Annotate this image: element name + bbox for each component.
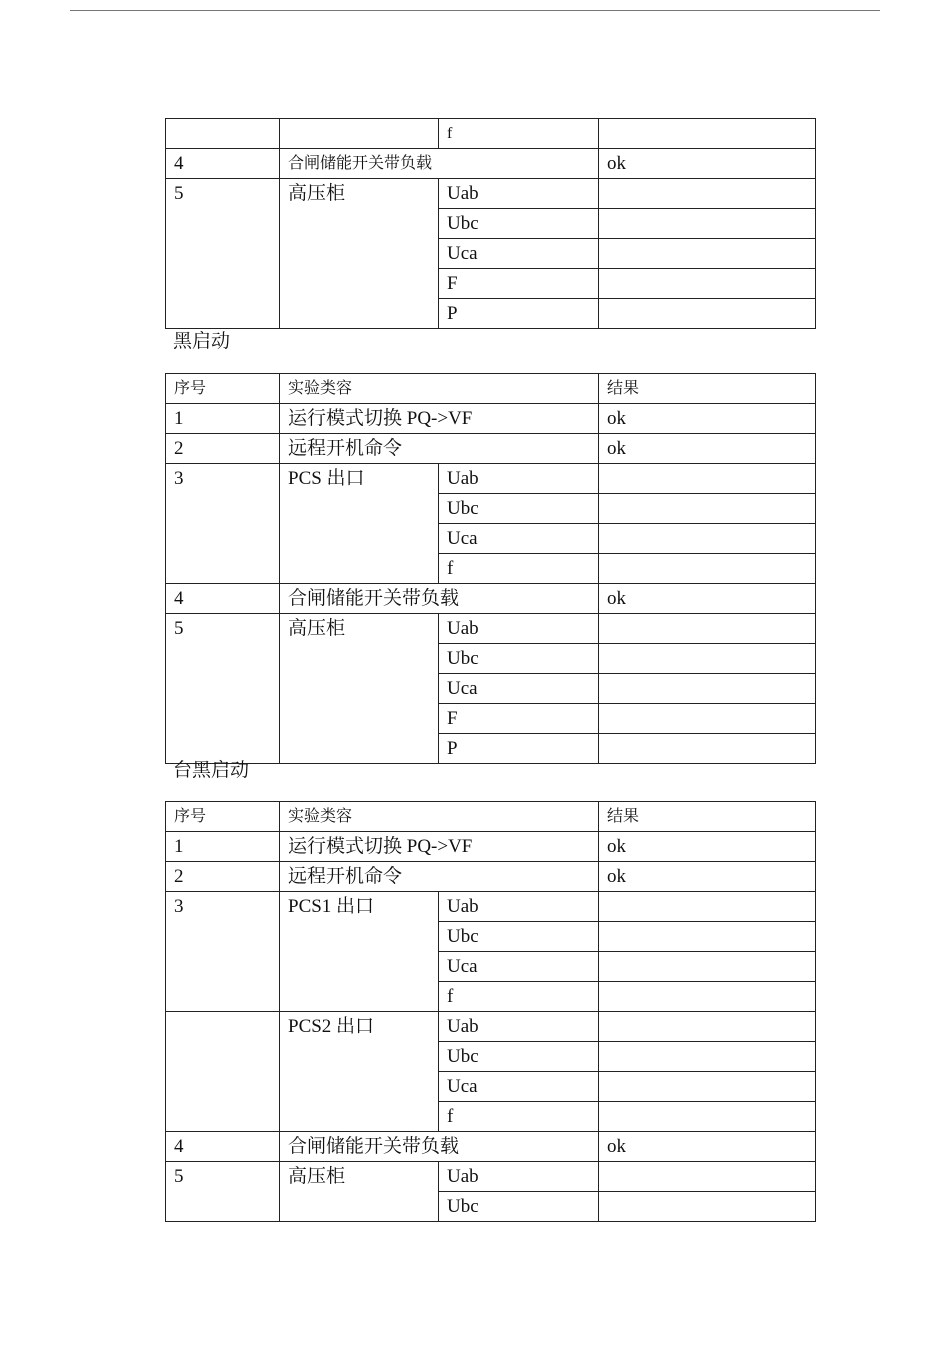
cell-param: Ubc [439, 1192, 599, 1222]
cell-item: 高压柜 [280, 179, 439, 329]
cell-result [599, 179, 816, 209]
table-row [166, 1162, 816, 1192]
cell-item: 合闸储能开关带负载 [280, 149, 599, 179]
table-row [166, 862, 816, 892]
cell-result [599, 119, 816, 149]
cell-result: ok [599, 404, 816, 434]
cell-no: 3 [166, 892, 280, 1012]
cell-result [599, 209, 816, 239]
cell-param: Uab [439, 892, 599, 922]
cell-item: 高压柜 [280, 1162, 439, 1222]
cell-result [599, 644, 816, 674]
cell-item: 运行模式切换 PQ->VF [280, 404, 599, 434]
table-header-row [166, 374, 816, 404]
cell-param: Uab [439, 614, 599, 644]
cell-item: 合闸储能开关带负载 [280, 584, 599, 614]
section-heading-dual-black-start: 台黑启动 [173, 760, 250, 781]
header-rule [70, 10, 880, 11]
header-content: 实验类容 [280, 374, 599, 404]
cell-param: Uca [439, 239, 599, 269]
cell-param: Ubc [439, 922, 599, 952]
cell-no: 4 [166, 584, 280, 614]
cell-no: 5 [166, 614, 280, 764]
cell-no: 4 [166, 149, 280, 179]
cell-result [599, 614, 816, 644]
cell-result [599, 269, 816, 299]
cell-result [599, 1012, 816, 1042]
cell-result: ok [599, 584, 816, 614]
cell-result [599, 734, 816, 764]
cell-param: Ubc [439, 209, 599, 239]
cell-param: f [439, 1102, 599, 1132]
cell-result [599, 704, 816, 734]
cell-result [599, 464, 816, 494]
section-heading-black-start: 黑启动 [173, 331, 231, 352]
table-row [166, 149, 816, 179]
cell-item: 远程开机命令 [280, 434, 599, 464]
cell-result: ok [599, 1132, 816, 1162]
cell-param: Uca [439, 1072, 599, 1102]
cell-param: Uca [439, 952, 599, 982]
table-row [166, 434, 816, 464]
cell-param: P [439, 299, 599, 329]
cell-result [599, 982, 816, 1012]
table-header-row [166, 802, 816, 832]
cell-param: Uab [439, 1162, 599, 1192]
cell-result [599, 952, 816, 982]
test-table-1 [165, 118, 816, 329]
table-row [166, 614, 816, 644]
cell-result [599, 299, 816, 329]
cell-result: ok [599, 862, 816, 892]
test-table-3 [165, 801, 816, 1222]
cell-param: f [439, 982, 599, 1012]
cell-result: ok [599, 832, 816, 862]
cell-item: 合闸储能开关带负载 [280, 1132, 599, 1162]
table-section-3 [165, 801, 815, 1222]
cell-result [599, 239, 816, 269]
table-section-2 [165, 373, 815, 764]
cell-result [599, 1192, 816, 1222]
cell-param: F [439, 269, 599, 299]
cell-param: f [439, 554, 599, 584]
cell-item: PCS1 出口 [280, 892, 439, 1012]
header-content: 实验类容 [280, 802, 599, 832]
cell-result [599, 892, 816, 922]
cell-item [280, 119, 439, 149]
cell-item: PCS2 出口 [280, 1012, 439, 1132]
cell-param: Ubc [439, 644, 599, 674]
cell-result [599, 524, 816, 554]
table-row [166, 119, 816, 149]
table-row [166, 1132, 816, 1162]
cell-result [599, 1042, 816, 1072]
cell-result: ok [599, 434, 816, 464]
cell-result [599, 554, 816, 584]
cell-param: F [439, 704, 599, 734]
cell-result [599, 1162, 816, 1192]
cell-param: f [439, 119, 599, 149]
cell-item: PCS 出口 [280, 464, 439, 584]
table-row [166, 464, 816, 494]
cell-result: ok [599, 149, 816, 179]
cell-param: Uca [439, 524, 599, 554]
table-row [166, 179, 816, 209]
header-no: 序号 [166, 374, 280, 404]
cell-no: 3 [166, 464, 280, 584]
cell-result [599, 1072, 816, 1102]
test-table-2 [165, 373, 816, 764]
cell-item: 高压柜 [280, 614, 439, 764]
cell-no [166, 119, 280, 149]
cell-no: 2 [166, 862, 280, 892]
cell-no: 2 [166, 434, 280, 464]
table-row [166, 584, 816, 614]
cell-no: 5 [166, 1162, 280, 1222]
header-result: 结果 [599, 802, 816, 832]
cell-result [599, 674, 816, 704]
cell-no: 1 [166, 832, 280, 862]
cell-param: Ubc [439, 1042, 599, 1072]
header-no: 序号 [166, 802, 280, 832]
table-continuation [165, 118, 815, 329]
cell-no: 1 [166, 404, 280, 434]
cell-param: P [439, 734, 599, 764]
cell-result [599, 494, 816, 524]
cell-item: 远程开机命令 [280, 862, 599, 892]
header-result: 结果 [599, 374, 816, 404]
cell-param: Uab [439, 464, 599, 494]
cell-no: 5 [166, 179, 280, 329]
cell-param: Ubc [439, 494, 599, 524]
cell-result [599, 1102, 816, 1132]
cell-item: 运行模式切换 PQ->VF [280, 832, 599, 862]
cell-param: Uca [439, 674, 599, 704]
cell-result [599, 922, 816, 952]
table-row [166, 892, 816, 922]
table-row [166, 832, 816, 862]
cell-no [166, 1012, 280, 1132]
table-row [166, 1012, 816, 1042]
cell-param: Uab [439, 179, 599, 209]
cell-no: 4 [166, 1132, 280, 1162]
cell-param: Uab [439, 1012, 599, 1042]
table-row [166, 404, 816, 434]
